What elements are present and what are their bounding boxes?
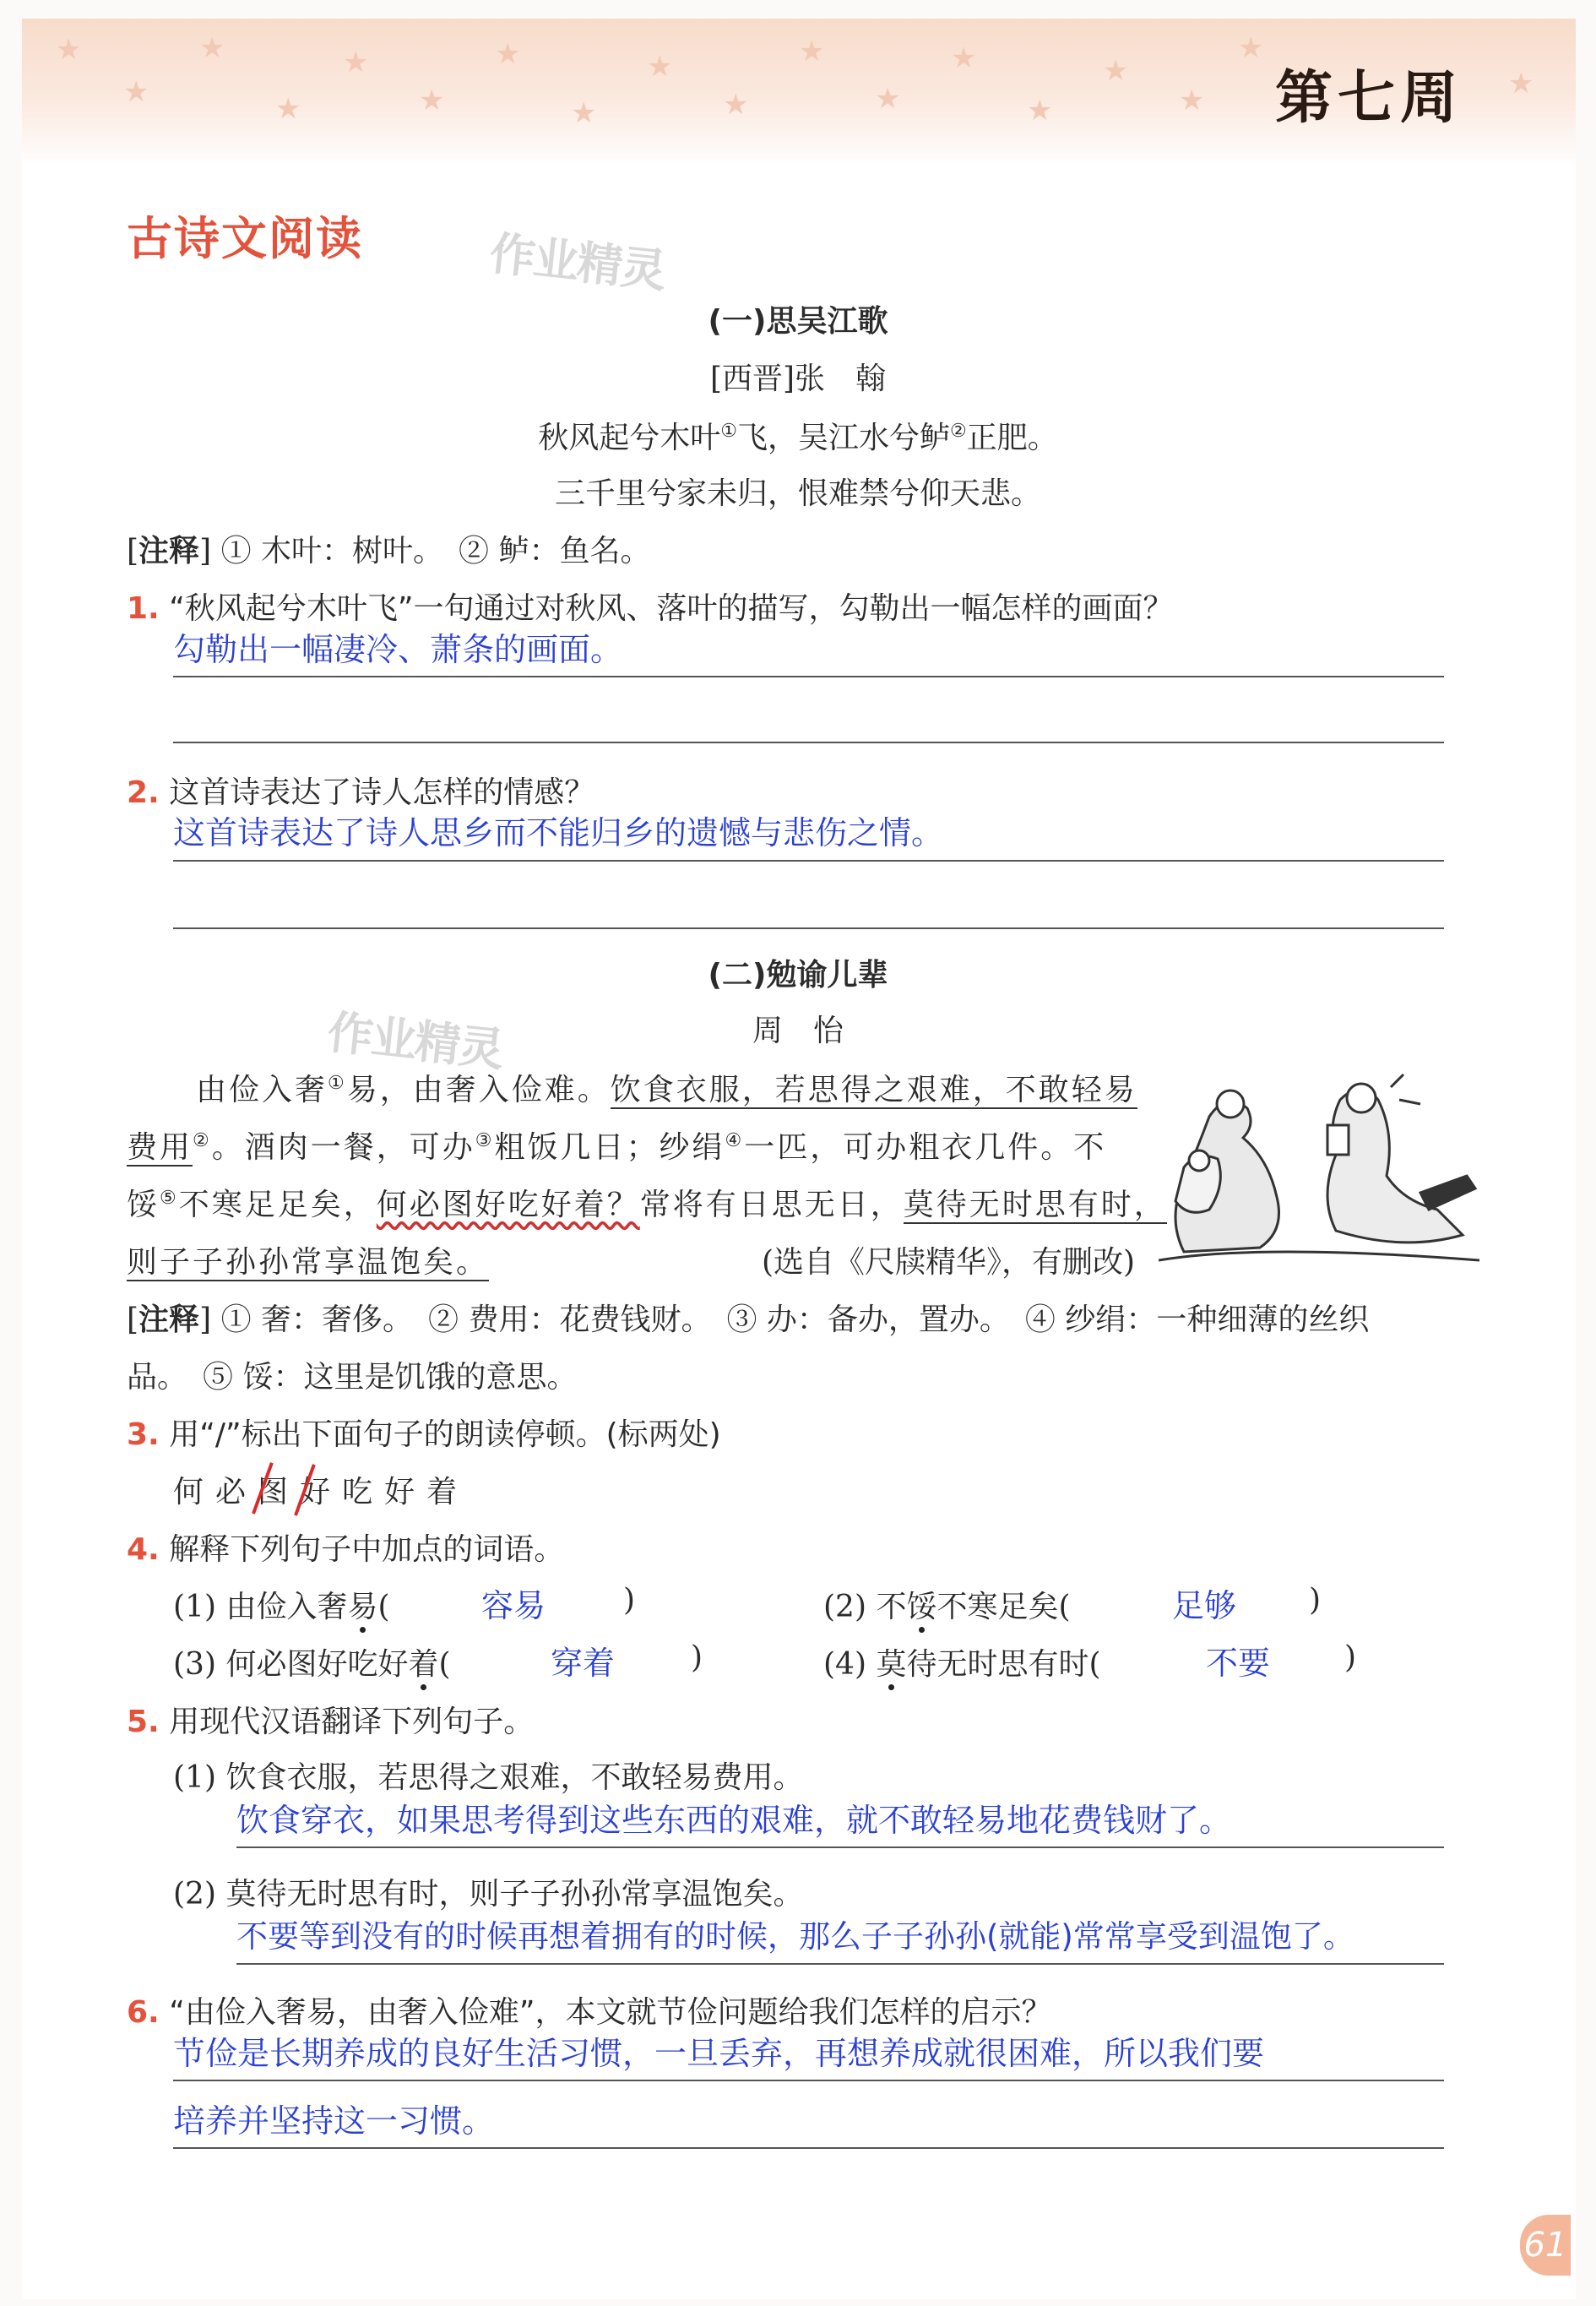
question-3: 3. 用“/”标出下面句子的朗读停顿。(标两处) — [127, 1417, 721, 1452]
poem-title: (一)思吴江歌 — [708, 304, 888, 339]
scholar-illustration — [1159, 1066, 1479, 1267]
paren-close: ) — [691, 1640, 703, 1675]
question-4: 4. 解释下列句子中加点的词语。 — [127, 1532, 565, 1567]
answer-2: 这首诗表达了诗人思乡而不能归乡的遗憾与悲伤之情。 — [173, 814, 944, 851]
q4-item-3: (3) 何必图好吃好着( — [173, 1647, 451, 1682]
q5-answer-1: 饮食穿衣，如果思考得到这些东西的艰难，就不敢轻易地花费钱财了。 — [236, 1802, 1232, 1839]
q6-answer-1: 节俭是长期养成的良好生活习惯，一旦丢弃，再想养成就很困难，所以我们要 — [173, 2035, 1265, 2072]
answer-line — [173, 2080, 1444, 2081]
answer-line — [173, 860, 1444, 862]
q5-sentence-1: (1) 饮食衣服，若思得之艰难，不敢轻易费用。 — [173, 1760, 804, 1795]
q4-item-2: (2) 不馁不寒足矣( — [823, 1590, 1071, 1624]
essay-line-4: 则子子孙孙常享温饱矣。 — [127, 1245, 490, 1280]
essay-line-1: 由俭入奢①易，由奢入俭难。饮食衣服，若思得之艰难，不敢轻易 — [196, 1073, 1137, 1107]
week-title: 第七周 — [1275, 64, 1463, 132]
poem-line-1: 秋风起兮木叶①飞，吴江水兮鲈②正肥。 — [538, 421, 1058, 455]
essay-line-3: 馁⑤不寒足足矣，何必图好吃好着？常将有日思无日，莫待无时思有时， — [127, 1188, 1167, 1222]
section-title: 古诗文阅读 — [127, 212, 363, 265]
paren-close: ) — [1344, 1640, 1357, 1675]
paren-close: ) — [623, 1583, 636, 1618]
question-6: 6. “由俭入奢易，由奢入俭难”，本文就节俭问题给我们怎样的启示？ — [127, 1995, 1052, 2030]
answer-line — [236, 1963, 1444, 1965]
essay-line-2: 费用②。酒肉一餐，可办③粗饭几日；纱绢④一匹，可办粗衣几件。不 — [127, 1130, 1107, 1165]
pause-sentence: 何必图好吃好着 — [173, 1475, 470, 1509]
paren-close: ) — [1309, 1583, 1322, 1618]
essay-notes-1: [注释] ① 奢：奢侈。 ② 费用：花费钱财。 ③ 办：备办，置办。 ④ 纱绢：一种细薄的丝织 — [127, 1303, 1370, 1337]
answer-line — [236, 1846, 1444, 1848]
watermark: 作业精灵 — [324, 1005, 506, 1077]
q4-item-4: (4) 莫待无时思有时( — [823, 1647, 1101, 1682]
page-number: 61 — [1520, 2215, 1571, 2276]
q4-answer-4: 不要 — [1206, 1645, 1271, 1682]
q4-answer-2: 足够 — [1172, 1587, 1237, 1624]
answer-line — [173, 927, 1444, 929]
essay-source: (选自《尺牍精华》，有删改) — [762, 1245, 1136, 1280]
header-banner: ★ ★ ★ ★ ★ ★ ★ ★ ★ ★ ★ ★ ★ ★ ★ ★ ★ ★ — [22, 19, 1576, 166]
essay-title: (二)勉谕儿辈 — [708, 958, 888, 993]
q4-answer-3: 穿着 — [551, 1645, 616, 1682]
answer-line — [173, 742, 1444, 743]
essay-notes-2: 品。 ⑤ 馁：这里是饥饿的意思。 — [127, 1360, 578, 1395]
answer-line — [173, 676, 1444, 677]
question-2: 2. 这首诗表达了诗人怎样的情感？ — [127, 775, 595, 810]
q4-item-1: (1) 由俭入奢易( — [173, 1590, 390, 1624]
answer-1: 勾勒出一幅凄冷、萧条的画面。 — [173, 631, 623, 668]
q6-answer-2: 培养并坚持这一习惯。 — [173, 2102, 495, 2140]
q5-sentence-2: (2) 莫待无时思有时，则子子孙孙常享温饱矣。 — [173, 1877, 804, 1912]
q5-answer-2: 不要等到没有的时候再想着拥有的时候，那么子子孙孙(就能)常常享受到温饱了。 — [236, 1918, 1354, 1955]
question-1: 1. “秋风起兮木叶飞”一句通过对秋风、落叶的描写，勾勒出一幅怎样的画面？ — [127, 591, 1174, 626]
question-5: 5. 用现代汉语翻译下列句子。 — [127, 1705, 535, 1739]
poem-author: [西晋]张 翰 — [709, 362, 887, 396]
watermark: 作业精灵 — [486, 226, 668, 298]
poem-line-2: 三千里兮家未归，恨难禁兮仰天悲。 — [554, 476, 1041, 511]
q4-answer-1: 容易 — [481, 1587, 546, 1624]
essay-author: 周 怡 — [752, 1014, 844, 1048]
poem-notes: [注释] ① 木叶：树叶。 ② 鲈：鱼名。 — [127, 534, 651, 568]
answer-line — [173, 2147, 1444, 2149]
